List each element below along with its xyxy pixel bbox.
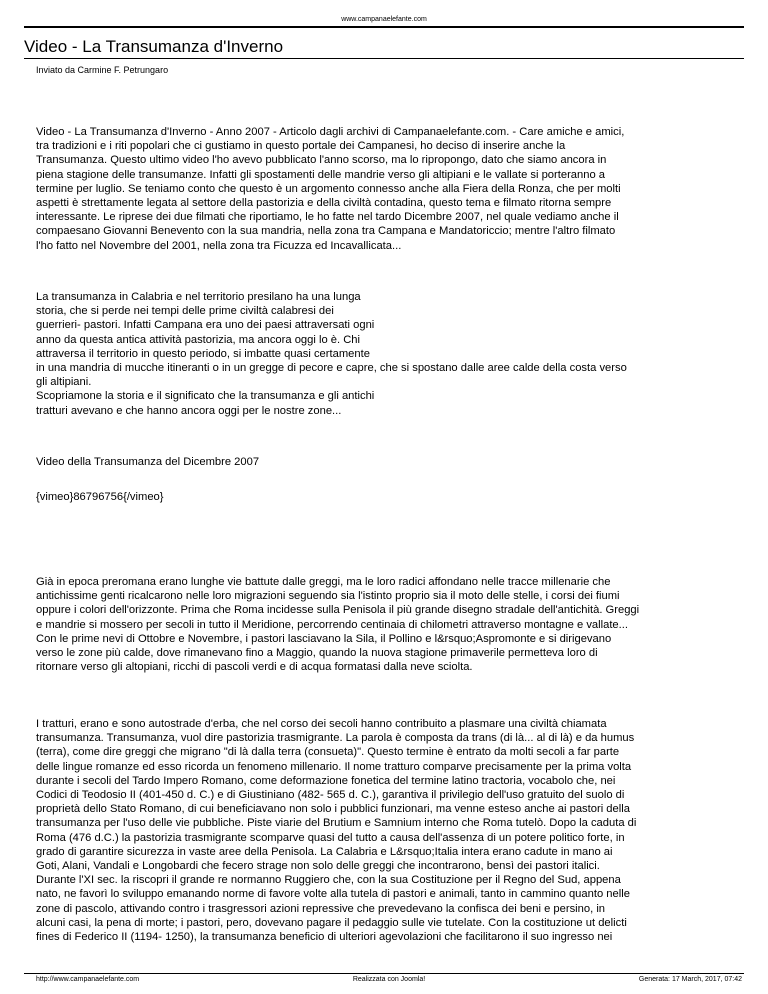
paragraph-line: Già in epoca preromana erano lunghe vie battute dalle greggi, ma le loro radici affondano nelle tracce millenarie che: [36, 576, 611, 588]
page-footer: [36, 976, 742, 983]
paragraph-line: Scopriamone la storia e il significato che la transumanza e gli antichi: [36, 390, 375, 403]
paragraph-line: transumanza per l'uso delle vie pubbliche. Piste viarie del Brutium e Samnium interno che Roma tutelò. Dopo la caduta di: [36, 817, 637, 830]
paragraph-line: delle lingue romanze ed esso ricorda un fenomeno millenario. Il nome tratturo comparve precisamente per la prima volta: [36, 760, 632, 773]
paragraph-history: [36, 575, 736, 674]
paragraph-line: Goti, Alani, Vandali e Longobardi che fecero strage non solo delle greggi che incontrarono, bensì dei pastori italici.: [36, 860, 600, 873]
paragraph-line: tra tradizioni e i riti popolari che ci gustiamo in questo portale dei Campanesi, ho deciso di inserire anche la: [36, 140, 566, 153]
paragraph-video-embed: [36, 490, 736, 504]
paragraph-line: transumanza. Transumanza, vuol dire pastorizia trasmigrante. La parola è composta da trans (di là... al di là) e da humus: [36, 732, 635, 745]
paragraph-line: {vimeo}86796756{/vimeo}: [36, 491, 164, 503]
paragraph-line: Video della Transumanza del Dicembre 2007: [36, 456, 260, 468]
paragraph-line: verso le zone più calde, dove rimanevano fino a Maggio, quando la nuova stagione primaverile permetteva loro di: [36, 647, 598, 660]
paragraph-line: gli altipiani.: [36, 376, 92, 389]
article-title: Video - La Transumanza d'Inverno: [24, 37, 284, 56]
title-divider: [24, 58, 744, 59]
paragraph-line: anno da questa antica attività pastorizia, ma ancora oggi lo è. Chi: [36, 333, 361, 346]
paragraph-line: zone di pascolo, attivando contro i trasgressori azioni repressive che prevedevano la confisca dei beni e persino, in: [36, 902, 606, 915]
paragraph-line: durante i secoli del Tardo Impero Romano, come deformazione fonetica del termine latino tractoria, vocabolo che, nei: [36, 774, 616, 787]
paragraph-line: alcuni casi, la pena di morte; i pastori, pero, dovevano pagare il pedaggio sulle vie tutelate. Con la costituzione ut delicti: [36, 916, 627, 929]
paragraph-tratturi: [36, 717, 736, 944]
paragraph-line: termine per luglio. Se teniamo conto che questo è un argomento connesso anche alla Fiera della Ronza, che per molti: [36, 182, 621, 195]
footer-generated: Generata: 17 March, 2017, 07:42: [638, 976, 742, 983]
paragraph-line: antichissime genti ricalcarono nelle loro migrazioni seguendo sia l'istinto proprio sia il moto delle stelle, i corsi dei fiumi: [36, 590, 620, 603]
paragraph-line: in una mandria di mucche itineranti o in un gregge di pecore e capre, che si spostano dalle aree calde della costa verso: [36, 362, 627, 375]
paragraph-line: aspetti è strettamente legata al settore della pastorizia e della civiltà contadina, questo tema e filmato ritorna sempre: [36, 197, 612, 210]
footer-credit: Realizzata con Joomla!: [352, 976, 426, 983]
paragraph-line: guerrieri- pastori. Infatti Campana era uno dei paesi attraversati ogni: [36, 319, 375, 332]
paragraph-line: interessante. Le riprese dei due filmati che riportiamo, le ho fatte nel tardo Dicembre 2007, nel quale vediamo anche il: [36, 211, 619, 224]
paragraph-calabria: [36, 290, 736, 418]
paragraph-line: Codici di Teodosio II (401-450 d. C.) e di Giustiniano (482- 565 d. C.), garantiva il privilegio dell'uso gratuito del suolo di: [36, 789, 625, 802]
paragraph-line: grado di garantire sicurezza in vaste aree della Penisola. La Calabria e L&rsquo;Italia intera erano cadute in mano ai: [36, 845, 613, 858]
paragraph-video-heading: [36, 455, 736, 469]
paragraph-line: La transumanza in Calabria e nel territorio presilano ha una lunga: [36, 291, 361, 303]
paragraph-line: e mandrie si mossero per secoli in tutto il Meridione, percorrendo centinaia di chilometri attraverso montagne e vallate...: [36, 618, 628, 631]
paragraph-line: piena stagione delle transumanze. Infatti gli spostamenti delle mandrie verso gli altipiani e le vallate si porteranno a: [36, 168, 606, 181]
paragraph-line: Durante l'XI sec. la riscopri il grande re normanno Ruggiero che, con la sua Costituzione per il Regno del Sud, appena: [36, 874, 621, 887]
paragraph-line: Roma (476 d.C.) la pastorizia trasmigrante scomparve quasi del tutto a causa dell'assenza di un potere politico forte, in: [36, 831, 625, 844]
paragraph-line: tratturi avevano e che hanno ancora oggi per le nostre zone...: [36, 404, 342, 417]
paragraph-line: ritornare verso gli altopiani, ricchi di pascoli verdi e di acqua formatasi dalla neve sciolta.: [36, 661, 473, 674]
paragraph-intro: [36, 125, 736, 253]
header-site-url: www.campanaelefante.com: [341, 16, 427, 23]
paragraph-line: Con le prime nevi di Ottobre e Novembre, i pastori lasciavano la Sila, il Pollino e l&rsquo;Aspromonte e si dirigevano: [36, 632, 612, 645]
paragraph-line: fines di Federico II (1194- 1250), la transumanza beneficio di ulteriori agevolazioni che facilitarono il suo ingresso nei: [36, 931, 613, 944]
paragraph-line: Video - La Transumanza d'Inverno - Anno 2007 - Articolo dagli archivi di Campanaelefante.com. - Care amiche e amici,: [36, 126, 625, 138]
paragraph-line: I tratturi, erano e sono autostrade d'erba, che nel corso dei secoli hanno contribuito a plasmare una civiltà chiamata: [36, 718, 607, 730]
paragraph-line: l'ho fatto nel Novembre del 2001, nella zona tra Ficuzza ed Incavallicata...: [36, 239, 402, 252]
paragraph-line: oppure i colori dell'orizzonte. Prima che Roma incidesse sulla Penisola il più grande disegno stradale dell'antichità. Greggi: [36, 604, 640, 617]
paragraph-line: attraversa il territorio in questo periodo, si imbatte quasi certamente: [36, 347, 370, 360]
paragraph-line: Transumanza. Questo ultimo video l'ho avevo pubblicato l'anno scorso, ma lo ripropongo, dato che siamo ancora in: [36, 154, 607, 167]
paragraph-line: proprietà dello Stato Romano, di cui beneficiavano non solo i pubblici funzionari, ma venne esteso anche ai pastori della: [36, 803, 630, 816]
paragraph-line: storia, che si perde nei tempi delle prime civiltà calabresi dei: [36, 305, 334, 318]
footer-url[interactable]: http://www.campanaelefante.com: [36, 976, 140, 983]
header-divider: [24, 26, 744, 28]
paragraph-line: nato, ne favorì lo sviluppo emanando norme di favore volte alla tutela di pastori e animali, tanto in cammino quanto nelle: [36, 888, 630, 901]
paragraph-line: compaesano Giovanni Benevento con la sua mandria, nella zona tra Campana e Mandatoriccio; mentre l'altro filmato: [36, 225, 616, 238]
footer-divider: [24, 973, 744, 974]
article-byline: Inviato da Carmine F. Petrungaro: [36, 65, 169, 75]
paragraph-line: (terra), come dire greggi che migrano "di là dalla terra (consueta)". Questo termine è entrato da molti secoli a far parte: [36, 746, 620, 759]
